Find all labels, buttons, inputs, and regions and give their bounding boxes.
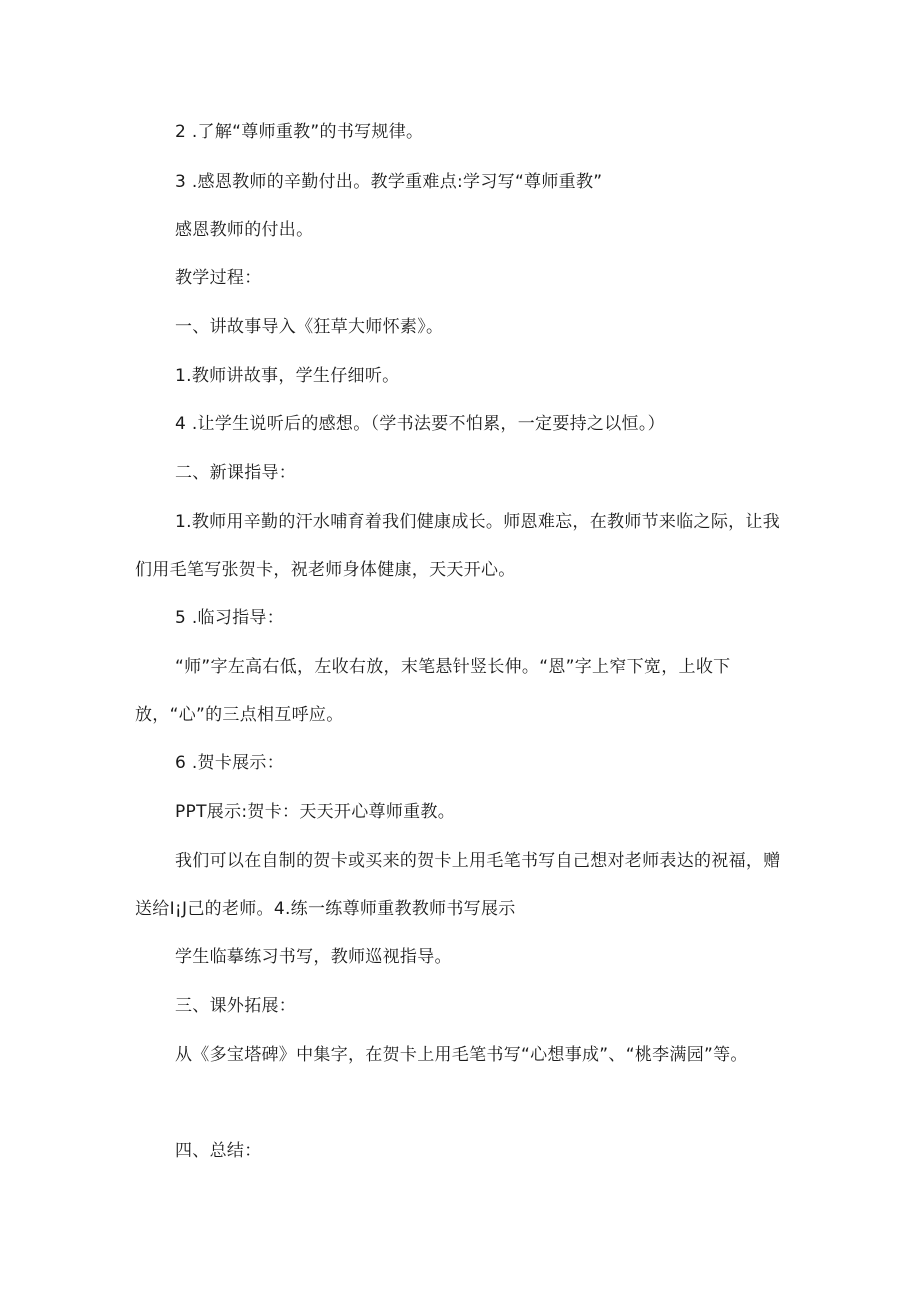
practice-line: 学生临摹练习书写，教师巡视指导。 <box>175 947 452 967</box>
step-1: 1.教师讲故事，学生仔细听。 <box>175 366 400 386</box>
extension-paragraph: 从《多宝塔碑》中集字，在贺卡上用毛笔书写“心想事成”、“桃李满园”等。 <box>175 1045 748 1065</box>
section-heading-process: 教学过程： <box>175 268 262 288</box>
objective-3: 3 .感恩教师的辛勤付出。教学重难点:学习写“尊师重教” <box>175 172 603 192</box>
section-heading-1: 一、讲故事导入《狂草大师怀素》。 <box>175 317 444 337</box>
step-6: 6 .贺卡展示： <box>175 753 285 773</box>
ppt-line: PPT展示:贺卡：天天开心尊师重教。 <box>175 802 456 822</box>
section-heading-4: 四、总结： <box>175 1141 262 1161</box>
section-heading-2: 二、新课指导： <box>175 463 297 483</box>
step-5: 5 .临习指导： <box>175 608 285 628</box>
guidance-paragraph: 1.教师用辛勤的汗水哺育着我们健康成长。师恩难忘，在教师节来临之际，让我们用毛笔写张贺卡，祝老师身体健康，天天开心。 <box>135 512 781 580</box>
key-point-line: 感恩教师的付出。 <box>175 220 314 240</box>
practice-paragraph: “师”字左高右低，左收右放，末笔悬针竖长伸。“恩”字上窄下宽，上收下放，“心”的三点相互呼应。 <box>135 657 731 725</box>
section-heading-3: 三、课外拓展： <box>175 996 297 1016</box>
step-4: 4 .让学生说听后的感想。（学书法要不怕累，一定要持之以恒。） <box>175 414 665 434</box>
objective-2: 2 .了解“尊师重教”的书写规律。 <box>175 122 424 142</box>
card-paragraph: 我们可以在自制的贺卡或买来的贺卡上用毛笔书写自己想对老师表达的祝福，赠送给I¡J己的老师。4.练一练尊师重教教师书写展示 <box>135 851 781 919</box>
